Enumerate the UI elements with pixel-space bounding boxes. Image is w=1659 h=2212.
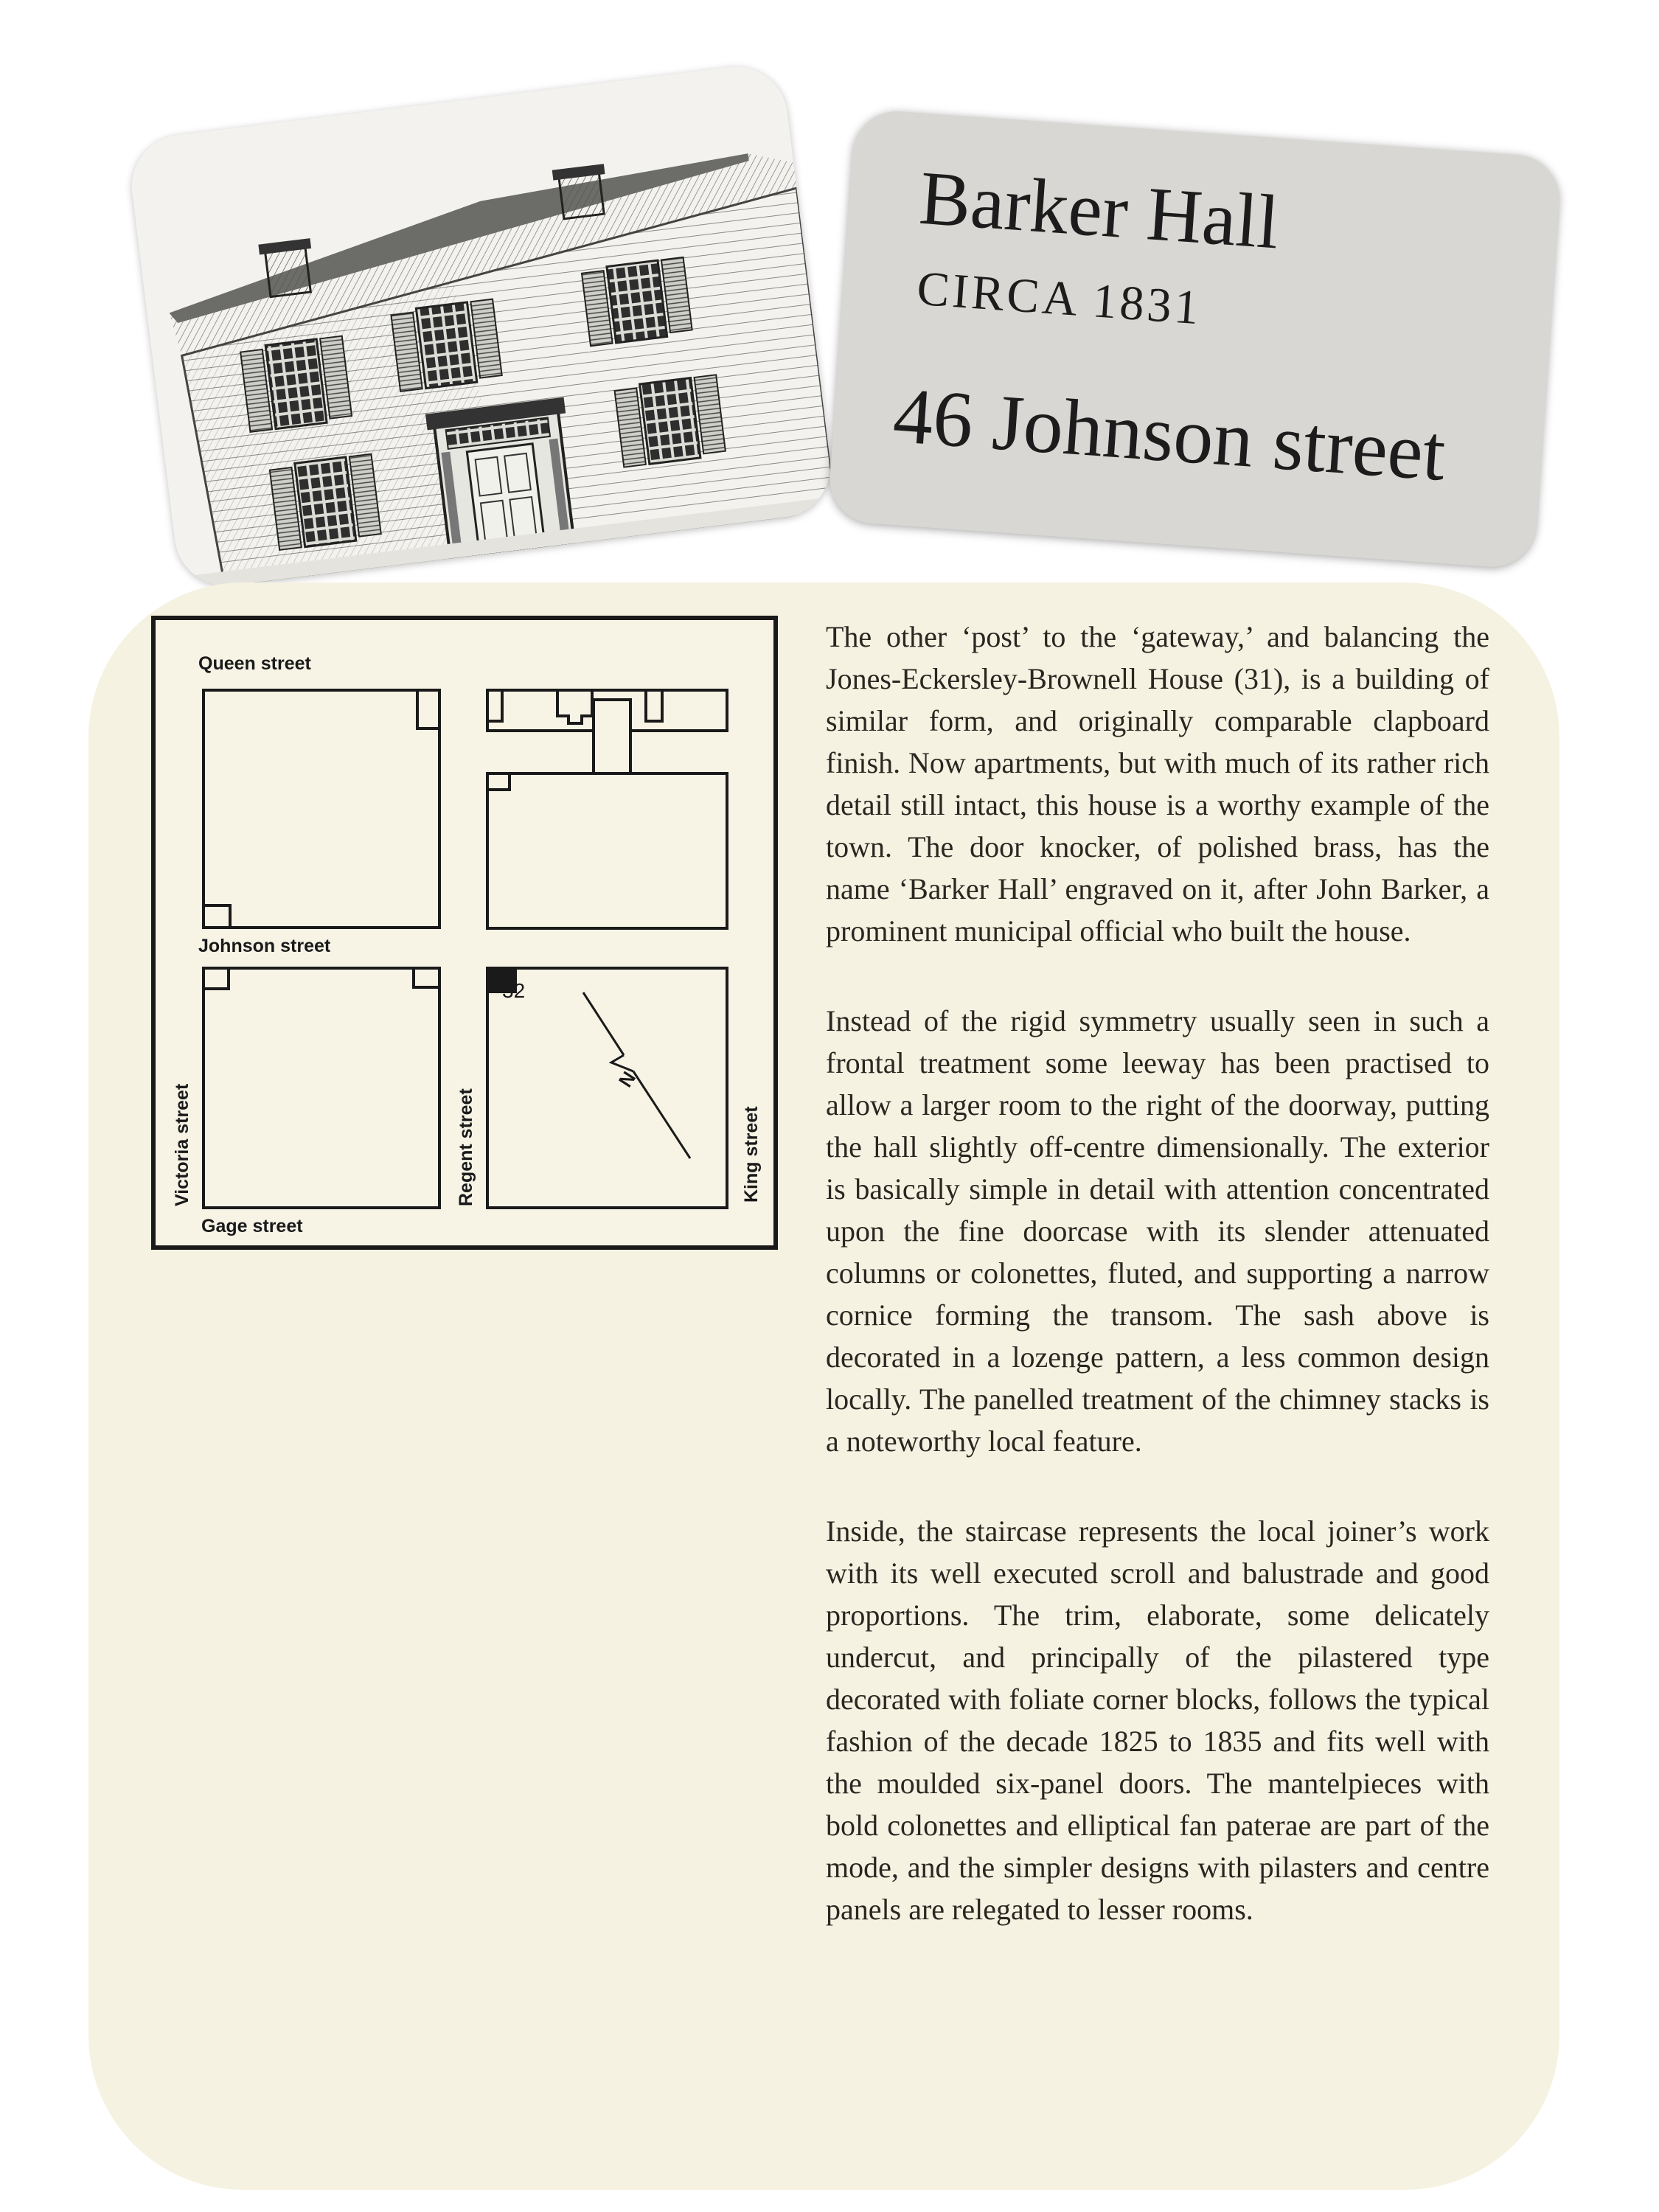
street-label-queen: Queen street [198,653,311,674]
page-card [88,582,1559,2190]
map-block [487,968,727,1208]
street-label-regent: Regent street [456,1088,476,1206]
map-building [646,690,662,721]
north-label: N [613,1067,641,1091]
map-building [417,690,439,728]
map-building [204,905,230,928]
paragraph: Instead of the rigid symmetry usually seen in such a frontal treatment some leeway has been practised to allow a larger room to the right of the doorway, putting the hall slightly off-centre dimensionally. The exterior is basically simple in detail with attention concentrated upon the fine doorcase with its slender attenuated columns or colonettes, fluted, and supporting a narrow cornice forming the transom. The sash above is decorated in a lozenge pattern, a less common design locally. The panelled treatment of the chimney stacks is a noteworthy local feature. [826,1004,1489,1458]
north-arrow-icon [583,992,690,1158]
map-building [414,968,439,987]
house-sketch-image [126,61,836,591]
map-building [487,773,509,790]
street-label-victoria: Victoria street [172,1083,192,1206]
building-address: 46 Johnson street [890,371,1449,498]
map-block [204,968,439,1208]
paragraph: The other ‘post’ to the ‘gateway,’ and balancing the Jones-Eckersley-Brownell House (31), is a building of similar form, and originally comparable clapboard finish. Now apartments, but with much of its rather rich detail still intact, this house is a worthy example of the town. The door knocker, of polished brass, has the name ‘Barker Hall’ engraved on it, after John Barker, a prominent municipal official who built the house. [826,620,1489,947]
location-map [151,616,778,1250]
street-label-king: King street [741,1106,762,1203]
building-date: CIRCA 1831 [915,261,1204,335]
map-block [204,690,439,928]
title-card [827,108,1562,570]
map-building [594,700,630,773]
map-building [557,690,592,723]
article-text [826,616,1489,1978]
map-building [487,690,502,721]
paragraph: Inside, the staircase represents the local joiner’s work with its well executed scroll and balustrade and good proportions. The trim, elaborate, some delicately undercut, and principally of the pilastered type decorated with foliate corner blocks, follows the typical fashion of the decade 1825 to 1835 and fits well with the moulded six-panel doors. The mantelpieces with bold colonettes and elliptical fan paterae are part of the mode, and the simpler designs with pilasters and centre panels are relegated to lesser rooms. [826,1514,1489,1926]
building-name: Barker Hall [917,155,1282,265]
lot-number-label: 32 [502,979,526,1002]
street-label-johnson: Johnson street [198,936,331,956]
map-building [204,968,229,989]
street-label-gage: Gage street [201,1216,303,1237]
map-block [487,773,727,928]
